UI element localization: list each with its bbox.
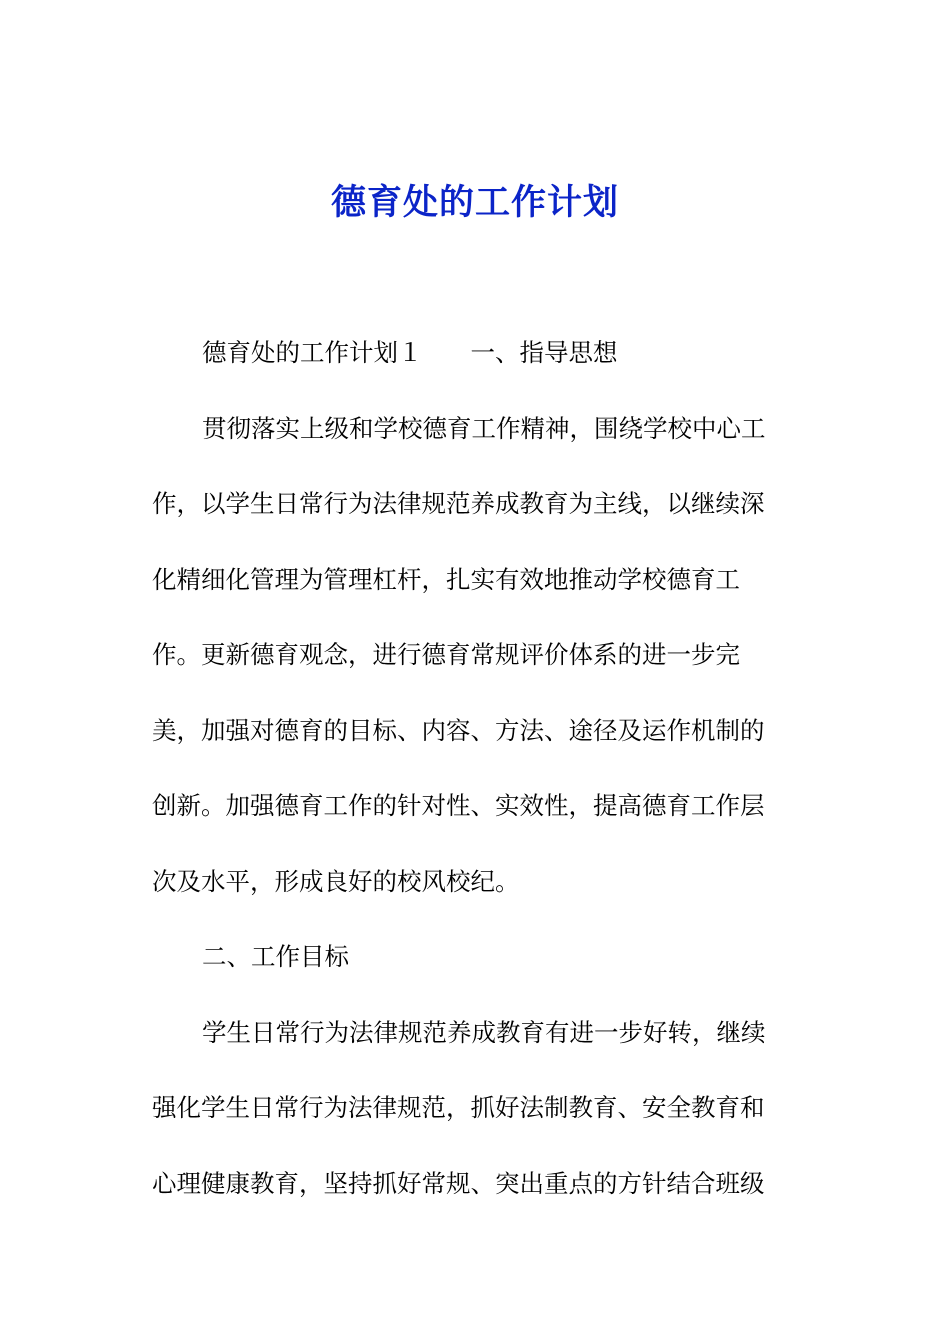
body-line-4: 化精细化管理为管理杠杆，扎实有效地推动学校德育工	[152, 564, 740, 594]
section-heading-plan: 德育处的工作计划１	[202, 338, 423, 367]
body-line-8: 次及水平，形成良好的校风校纪。	[152, 866, 520, 896]
body-line-2: 贯彻落实上级和学校德育工作精神，围绕学校中心工	[202, 413, 766, 443]
body-line-3: 作，以学生日常行为法律规范养成教育为主线，以继续深	[152, 489, 765, 518]
document-title: 德育处的工作计划	[330, 182, 619, 223]
document-body	[152, 315, 792, 1221]
body-line-7: 创新。加强德育工作的针对性、实效性，提高德育工作层	[152, 791, 765, 820]
body-line-12: 心理健康教育，坚持抓好常规、突出重点的方针结合班级	[152, 1168, 765, 1198]
body-line-11: 强化学生日常行为法律规范，抓好法制教育、安全教育和	[152, 1093, 765, 1122]
body-line-6: 美，加强对德育的目标、内容、方法、途径及运作机制的	[152, 715, 765, 745]
section-heading-work-goals: 二、工作目标	[202, 942, 349, 971]
body-line-10: 学生日常行为法律规范养成教育有进一步好转，继续	[202, 1017, 766, 1047]
body-line-1	[152, 315, 792, 391]
section-heading-guiding-thought: 一、指导思想	[470, 338, 618, 367]
body-line-5: 作。更新德育观念，进行德育常规评价体系的进一步完	[152, 640, 740, 669]
